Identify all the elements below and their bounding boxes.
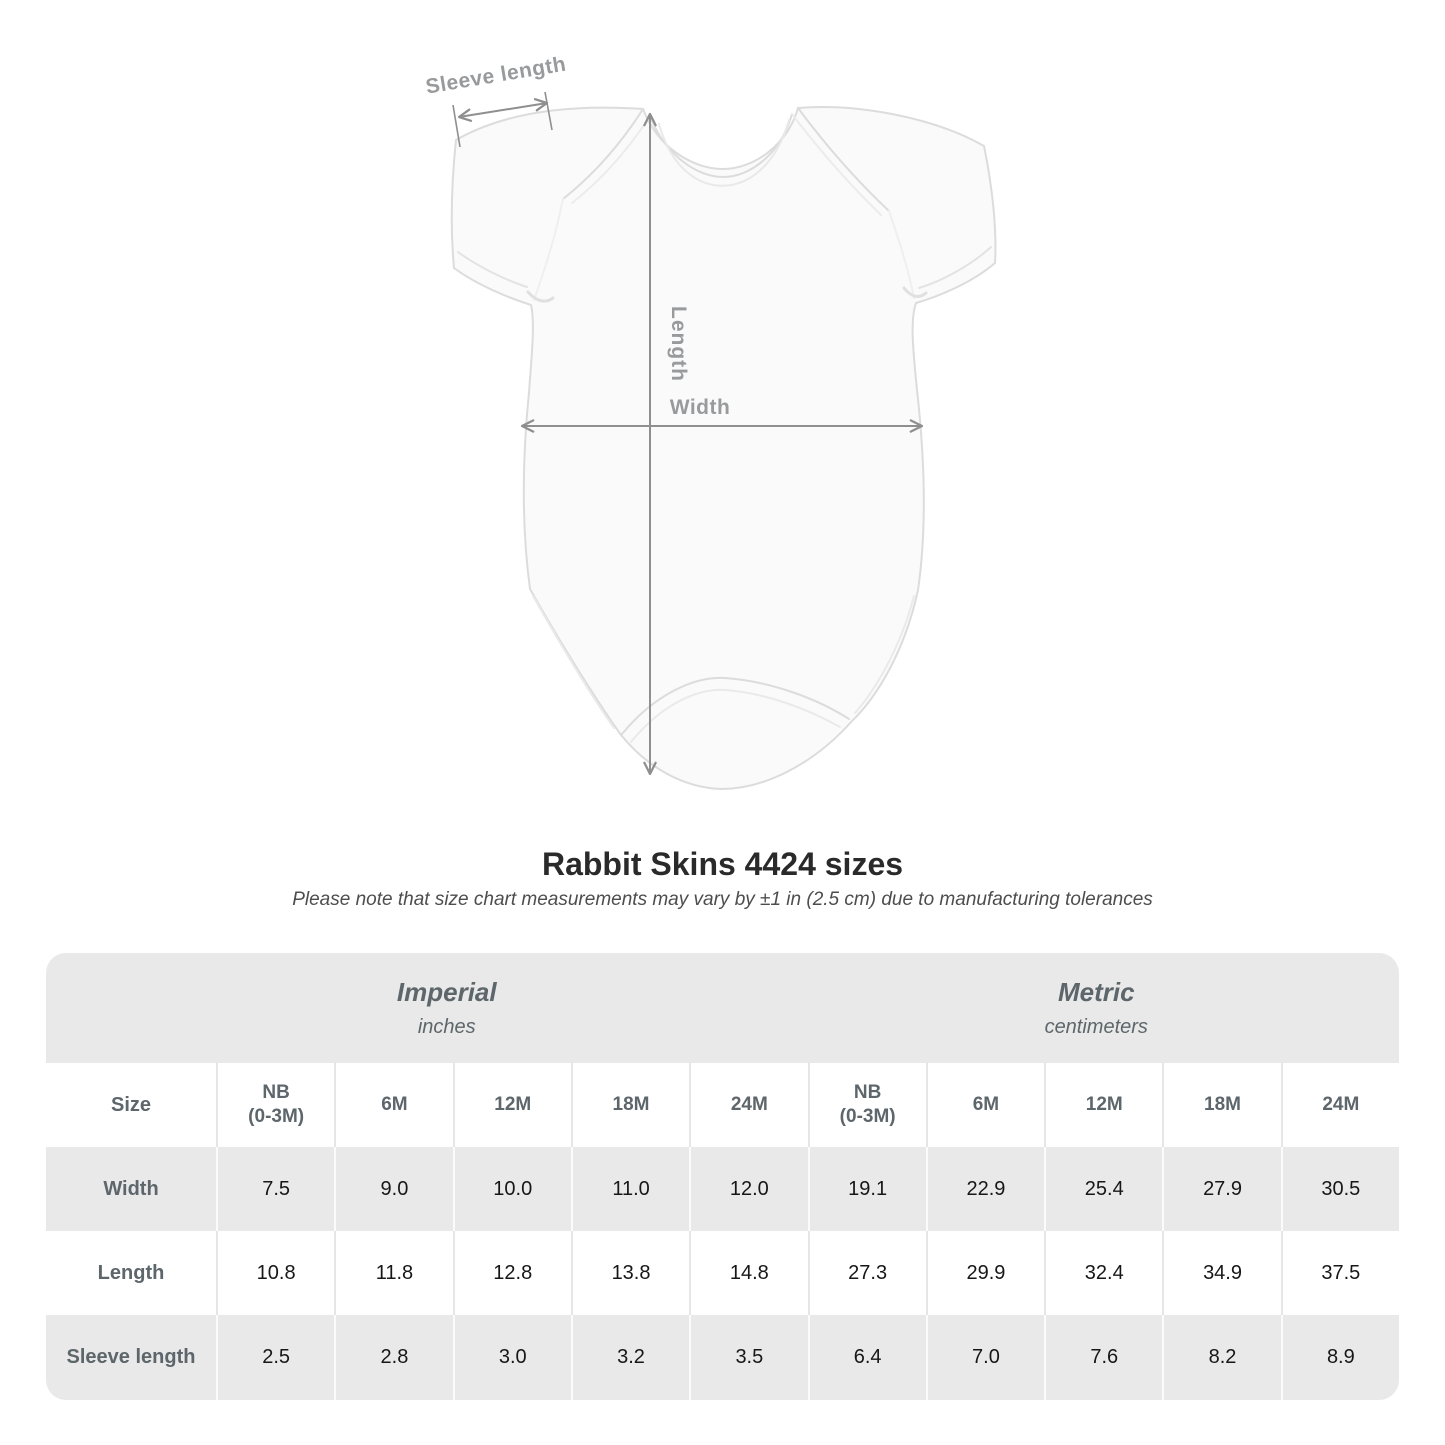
tolerance-note: Please note that size chart measurements may vary by ±1 in (2.5 cm) due to manufacturing tolerances <box>292 889 1153 910</box>
col-header-metric-18m: 18M <box>1162 1063 1280 1147</box>
table-row-length <box>46 1231 1399 1315</box>
col-header-metric-6m: 6M <box>926 1063 1044 1147</box>
table-cell: 25.4 <box>1044 1147 1162 1231</box>
col-header-imperial-6m: 6M <box>334 1063 452 1147</box>
row-label: Width <box>103 1177 159 1200</box>
table-cell: 7.6 <box>1044 1315 1162 1400</box>
size-column-header: Size <box>110 1093 152 1116</box>
table-cell: 27.9 <box>1162 1147 1280 1231</box>
table-cell: 14.8 <box>689 1231 807 1315</box>
table-cell: 11.0 <box>571 1147 689 1231</box>
table-cell: 8.2 <box>1162 1315 1280 1400</box>
table-row-width <box>46 1147 1399 1231</box>
table-cell: 10.0 <box>453 1147 571 1231</box>
table-cell: 37.5 <box>1281 1231 1399 1315</box>
units-header-row <box>46 953 1399 1063</box>
imperial-section-header <box>46 953 808 1063</box>
col-header-metric-24m: 24M <box>1281 1063 1399 1147</box>
metric-units: centimeters <box>1044 1016 1148 1038</box>
chart-heading <box>0 846 1445 911</box>
table-cell: 27.3 <box>808 1231 926 1315</box>
imperial-units: inches <box>417 1016 476 1038</box>
metric-section-header <box>808 953 1400 1063</box>
table-cell: 32.4 <box>1044 1231 1162 1315</box>
col-header-metric-12m: 12M <box>1044 1063 1162 1147</box>
size-table <box>46 953 1399 1400</box>
table-cell: 3.0 <box>453 1315 571 1400</box>
table-cell: 3.2 <box>571 1315 689 1400</box>
col-header-metric-nb: NB (0-3M) <box>808 1063 926 1147</box>
table-cell: 6.4 <box>808 1315 926 1400</box>
row-label: Length <box>97 1261 165 1284</box>
col-header-imperial-24m: 24M <box>689 1063 807 1147</box>
page-title: Rabbit Skins 4424 sizes <box>541 846 904 882</box>
col-header-imperial-nb: NB (0-3M) <box>216 1063 334 1147</box>
table-cell: 29.9 <box>926 1231 1044 1315</box>
table-cell: 12.8 <box>453 1231 571 1315</box>
table-cell: 2.8 <box>334 1315 452 1400</box>
bodysuit-silhouette <box>452 107 996 789</box>
table-cell: 12.0 <box>689 1147 807 1231</box>
table-cell: 9.0 <box>334 1147 452 1231</box>
length-label: Length <box>667 306 690 382</box>
col-header-imperial-18m: 18M <box>571 1063 689 1147</box>
table-row-sleeve-length <box>46 1315 1399 1400</box>
table-cell: 10.8 <box>216 1231 334 1315</box>
table-cell: 11.8 <box>334 1231 452 1315</box>
table-cell: 8.9 <box>1281 1315 1399 1400</box>
col-header-imperial-12m: 12M <box>453 1063 571 1147</box>
metric-label: Metric <box>1057 977 1135 1007</box>
table-cell: 7.0 <box>926 1315 1044 1400</box>
row-label: Sleeve length <box>66 1346 196 1368</box>
table-cell: 3.5 <box>689 1315 807 1400</box>
table-cell: 19.1 <box>808 1147 926 1231</box>
table-cell: 7.5 <box>216 1147 334 1231</box>
sleeve-length-label: Sleeve length <box>424 52 568 99</box>
table-cell: 34.9 <box>1162 1231 1280 1315</box>
width-label: Width <box>669 396 731 419</box>
column-header-row <box>46 1063 1399 1147</box>
table-cell: 30.5 <box>1281 1147 1399 1231</box>
table-cell: 2.5 <box>216 1315 334 1400</box>
table-cell: 22.9 <box>926 1147 1044 1231</box>
bodysuit-illustration <box>452 107 996 789</box>
imperial-label: Imperial <box>396 977 497 1007</box>
table-cell: 13.8 <box>571 1231 689 1315</box>
